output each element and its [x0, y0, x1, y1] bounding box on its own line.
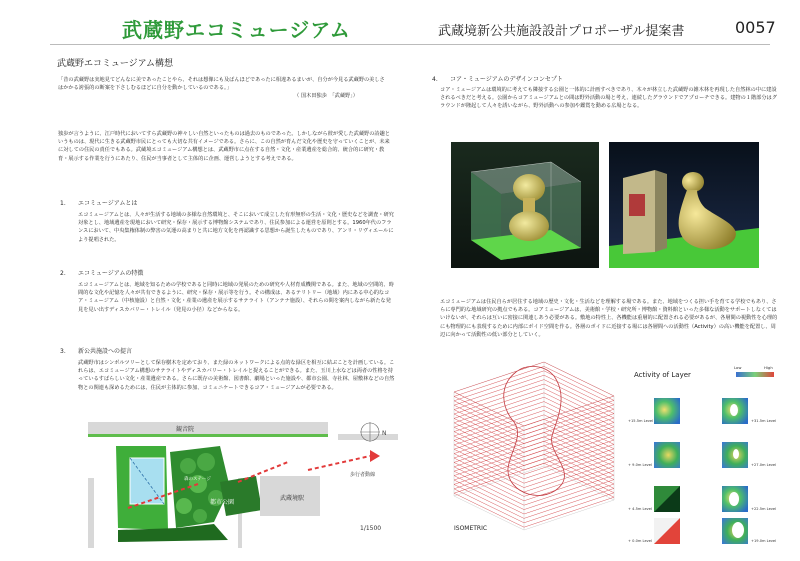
- legend-low: Low: [734, 365, 742, 370]
- section-4-title: コア・ミュージアムのデザインコンセプト: [450, 76, 563, 83]
- activity-diagram: [628, 358, 778, 544]
- level-left-3: + 4.5m Level: [628, 507, 652, 511]
- legend-high: High: [764, 365, 773, 370]
- map-label-station: 武蔵境駅: [280, 495, 305, 502]
- iso-floor-line: [454, 388, 614, 452]
- iso-floor-line: [454, 380, 614, 444]
- iso-floor-line: [454, 410, 614, 474]
- isometric-label: ISOMETRIC: [454, 525, 488, 532]
- iso-floor-line: [454, 402, 614, 466]
- section-3-number: 3.: [60, 348, 66, 355]
- map-scale: 1/1500: [360, 525, 382, 532]
- level-right-2: +27.0m Level: [751, 463, 777, 467]
- section-1-body: エコミュージアムとは、人々が生活する地域の多様な自然環境と、そこにおいて成立した有形無形の生活・文化・歴史などを調査・研究対象とし、地域遺産を現地において研究・保存・展示する博物館システムであり、住民参加による運営を原則とする。1960年代のフランスにおいて、中央集権体制の弊害の気運の高まりと共に地方文化を再認識する思想から誕生したものであり、アンリ・リヴィエールにより提唱された。: [78, 212, 394, 243]
- intro-paragraph: 独歩が言うように、江戸時代においてすら武蔵野の神々しい自然といったものは過去のものであった。しかしながら彼が愛した武蔵野の詩趣というものは、現代に生きる武蔵野市民にとっても大切な共有イメージである。さらに、この自然が育んだ文化や歴史を守っていくことが、未来に対しての住民の責任でもある。武蔵境エコミュージアム構想とは、武蔵野市に点在する自然・文化・産業遺産を総合的、統合的に研究・教育・展示する作業を行うにあたり、住民が当事者として主体的に企画、運営しようとする考えである。: [58, 131, 390, 162]
- section-2-number: 2.: [60, 270, 66, 277]
- level-left-2: + 9.0m Level: [628, 463, 652, 467]
- section-3-body: 武蔵野市はシンボルツリーとして保存樹木を定めており、また緑のネットワークによる点的な緑区を相互に結ぶことを計画している。これらは、エコミュージアム構想のサテライトやディスカバリー・トレイルと捉えることができる。また、玉川上水などは両者の性格を持っているすばらしい文化・産業遺産である。さらに既存の美術館、図書館、劇場といった施設や、都市公園、寺社林、屋敷林などの自然物との関連も深めるためには、住民が主体的に参加、コミュニケートできるコア・ミュージアムが必要である。: [78, 360, 395, 391]
- map-label-kanko: 観音院: [176, 426, 195, 433]
- iso-floor-line: [454, 454, 614, 518]
- section-4-number: 4.: [432, 76, 438, 83]
- activity-tile-1: [654, 398, 680, 424]
- iso-floor-line: [454, 459, 614, 523]
- iso-floor-line: [454, 393, 614, 457]
- iso-floor-line: [454, 424, 614, 488]
- activity-title: Activity of Layer: [634, 371, 691, 379]
- iso-floor-line: [454, 375, 614, 439]
- activity-tile-7: [722, 486, 748, 512]
- iso-floor-line: [454, 384, 614, 448]
- section-3-heading: [60, 346, 132, 355]
- activity-tile-4: [654, 518, 680, 544]
- activity-tile-3: [654, 486, 680, 512]
- activity-tile-2: [654, 442, 680, 468]
- section-4-body: コア・ミュージアムは環境的に考えても隣接する公園と一体的に計画すべきであり、木々が林立した武蔵野の雑木林を再現した自然林の中に建設されるべきだと考える。公園からコアミュージアムとの間は野外活動の場と考え、連続したグラウンドでアプローチできる。建物の１階部分はグラウンドが隆起して人々を誘いながら、野外活動への参加や鑑賞を動める広場となる。: [440, 87, 777, 110]
- iso-floor-line: [454, 397, 614, 461]
- level-right-1: +31.5m Level: [751, 419, 777, 423]
- quote-block: [58, 76, 388, 101]
- section-2-title: エコミュージアムの特徴: [78, 270, 144, 277]
- iso-floor-line: [454, 432, 614, 496]
- section-4-heading: [432, 74, 563, 83]
- activity-tile-8: [722, 518, 748, 544]
- section-1-heading: [60, 198, 137, 207]
- level-left-1: +15.5m Level: [628, 419, 654, 423]
- iso-floor-line: [454, 371, 614, 435]
- page-title: 武蔵野エコミュージアム: [122, 18, 351, 42]
- level-right-4: +19.0m Level: [751, 539, 777, 543]
- render-image-1: [451, 142, 599, 268]
- iso-floor-line: [454, 450, 614, 514]
- section-1-number: 1.: [60, 200, 66, 207]
- section-4-body-2: エコミュージアムは住民自らが居住する地域の歴史・文化・生活などを理解する場である。また、地域をつくる担い手を育てる学校でもあり、さらに専門的な地域研究の拠点でもある。コアミュージアムは、美術館・学校・研究所・博物館・資料館といった多様な活動をサポートしなくてはいけないが、それらは互いに密接に関連しあう必要がある。敷地の特性上、各機能は重層的に配置される必要があるが、各層間の視動性を心理的にも物理的にも表現するために内部にボイド空間を作る。各層のボイドに近接する場には各層間への活動性（Activity）の高い機能を配置し、周辺に向かって活動性の低い部分としていく。: [440, 299, 778, 338]
- map-label-trail: 歩行者動線: [350, 472, 376, 478]
- section-1-title: エコミュージアムとは: [78, 200, 138, 207]
- quote-source: （ 国木田独歩 「武蔵野」）: [294, 93, 358, 100]
- activity-tile-6: [722, 442, 748, 468]
- iso-floor-line: [454, 406, 614, 470]
- activity-legend-bar: [736, 372, 774, 377]
- iso-floor-line: [454, 366, 614, 430]
- north-label: N: [382, 430, 387, 437]
- section-2-heading: [60, 268, 143, 277]
- section-2-body: エコミュージアムとは、地域を知るための学校であると同時に地域の発展のための研究や人材育成機関である。また、地域の空間的、時間的な文化や記憶を人々が共有できるように、研究・保存・展示等を行う。その構成は、あるテリトリー（地域）内にある中心的なコア・ミュージアム（中核施設）と自然・文化・産業の遺産を展示するサテライト（アンテナ施設）、それらの間を案内しながら新たな発見を見い出すディスカバリー・トレイル（発見の小径）などからなる。: [78, 282, 394, 313]
- iso-floor-line: [454, 446, 614, 510]
- level-left-4: + 0.0m Level: [628, 539, 652, 543]
- site-map: [88, 418, 398, 548]
- entry-number: 0057: [735, 18, 776, 37]
- header-divider: [50, 44, 770, 45]
- iso-floor-line: [454, 428, 614, 492]
- iso-floor-line: [454, 419, 614, 483]
- map-label-stage: 森のステージ: [184, 477, 211, 482]
- render-image-2: [609, 142, 759, 268]
- level-right-3: +22.5m Level: [751, 507, 777, 511]
- isometric-diagram: [450, 356, 618, 536]
- iso-floor-line: [454, 362, 614, 426]
- activity-tile-5: [722, 398, 748, 424]
- map-label-park: 都市公園: [210, 499, 235, 506]
- section-3-title: 新公共施設への提言: [78, 348, 133, 355]
- iso-floor-line: [454, 437, 614, 501]
- page-subtitle: 武蔵境新公共施設設計プロポーザル提案書: [438, 24, 685, 39]
- section-title: 武蔵野エコミュージアム構想: [57, 59, 174, 69]
- quote-text: 「昔の武蔵野は実地見てどんなに美であったことやら、それは想像にも及ばんほどであったに相違あるまいが、自分が今見る武蔵野の美しさはかかる誇張的の断案を下さしむるほどに自分を動かしているのである。」: [58, 77, 385, 92]
